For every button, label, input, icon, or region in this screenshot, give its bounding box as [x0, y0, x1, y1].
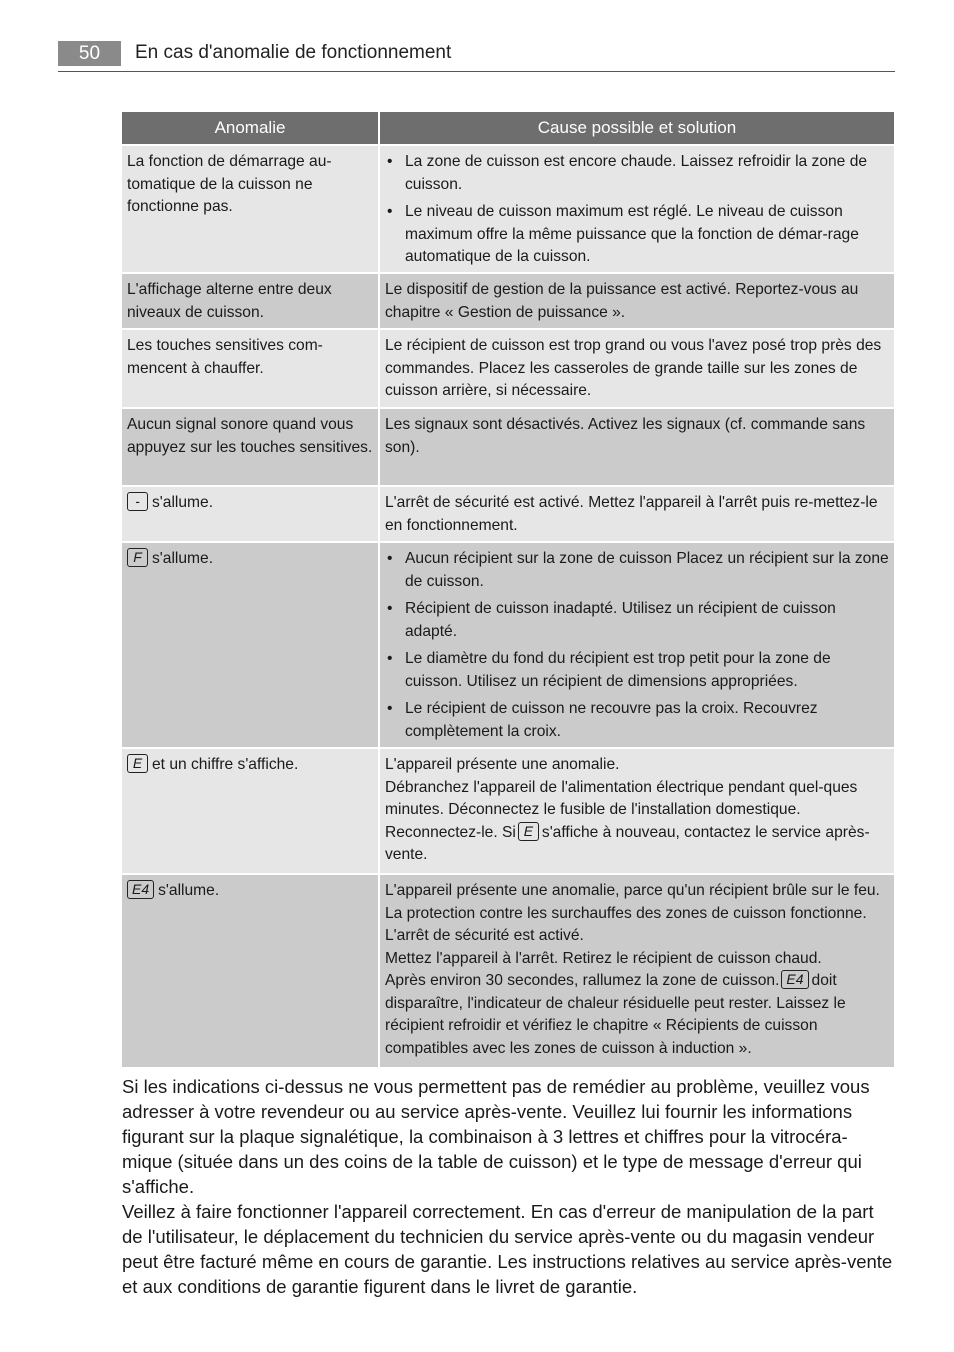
table-row	[122, 146, 894, 272]
table-row	[122, 409, 894, 485]
table-header-row	[122, 112, 894, 144]
anomaly-text: s'allume.	[158, 882, 220, 899]
solution-list	[385, 548, 889, 743]
solution-line: L'appareil présente une anomalie, parce qu'un récipient brûle sur le feu. La protection contre les surchauffes des zones de cuisson fonctionne. L'arrêt de sécurité est activé.	[385, 882, 880, 944]
solution-text: Le dispositif de gestion de la puissance est activé. Reportez-vous au chapitre « Gestion de puissance ».	[385, 281, 859, 321]
solution-line: L'appareil présente une anomalie.	[385, 756, 620, 773]
solution-cell	[380, 749, 894, 873]
display-symbol-e: E	[518, 822, 539, 841]
solution-item: • Le niveau de cuisson maximum est réglé. Le niveau de cuisson maximum offre la même puissance que la fonction de démar-rage automatique de la cuisson.	[385, 201, 889, 269]
solution-text: L'arrêt de sécurité est activé. Mettez l'appareil à l'arrêt puis re-mettez-le en fonctionnement.	[385, 494, 878, 534]
troubleshooting-table	[122, 112, 894, 1069]
table-row	[122, 749, 894, 873]
solution-line: Mettez l'appareil à l'arrêt. Retirez le récipient de cuisson chaud.	[385, 949, 822, 967]
anomaly-text: Les touches sensitives com-mencent à chauffer.	[127, 337, 323, 377]
solution-cell	[380, 409, 894, 485]
solution-text: Les signaux sont désactivés. Activez les signaux (cf. commande sans son).	[385, 416, 866, 456]
solution-cell	[380, 330, 894, 407]
solution-item: • Le diamètre du fond du récipient est trop petit pour la zone de cuisson. Utilisez un récipient de dimensions appropriées.	[385, 648, 889, 693]
solution-text: Le récipient de cuisson est trop grand ou vous l'avez posé trop près des commandes. Placez les casseroles de grande taille sur les zones de cuisson arrière, si nécessaire.	[385, 337, 882, 399]
solution-text: Reconnectez-le. Si	[385, 823, 516, 841]
column-header-solution: Cause possible et solution	[380, 112, 894, 144]
footer-paragraph: Veillez à faire fonctionner l'appareil correctement. En cas d'erreur de manipulation de la part de l'utilisateur, le déplacement du technicien du service après-vente ou du magasin vendeur peut être facturé même en cours de garantie. Les instructions relatives au service après-vente et aux conditions de garantie figurent dans le livret de garantie.	[122, 1201, 893, 1297]
solution-cell	[380, 875, 894, 1067]
page-number: 50	[58, 41, 121, 66]
anomaly-text: s'allume.	[152, 550, 214, 567]
display-symbol-f: F	[127, 548, 148, 567]
display-symbol-e4: E4	[127, 880, 154, 899]
solution-item: • Le récipient de cuisson ne recouvre pas la croix. Recouvrez complètement la croix.	[385, 698, 889, 743]
anomaly-cell	[122, 487, 378, 541]
anomaly-cell	[122, 146, 378, 272]
solution-cell	[380, 543, 894, 747]
solution-line-with-symbol	[385, 822, 889, 867]
anomaly-cell	[122, 749, 378, 873]
display-symbol-e4: E4	[781, 970, 808, 989]
anomaly-text: s'allume.	[152, 494, 214, 511]
solution-line-with-symbol	[385, 970, 889, 1060]
table-row	[122, 875, 894, 1067]
solution-list	[385, 151, 889, 269]
footer-text	[122, 1074, 894, 1299]
anomaly-cell	[122, 330, 378, 407]
anomaly-text: Aucun signal sonore quand vous appuyez sur les touches sensitives.	[127, 416, 373, 456]
table-row	[122, 543, 894, 747]
solution-item: • Récipient de cuisson inadapté. Utilisez un récipient de cuisson adapté.	[385, 598, 889, 643]
solution-cell	[380, 274, 894, 328]
solution-text: s'affiche à nouveau, contactez le service après-vente.	[385, 823, 870, 863]
table-row	[122, 274, 894, 328]
footer-paragraph: Si les indications ci-dessus ne vous permettent pas de remédier au problème, veuillez vous adresser à votre revendeur ou au service après-vente. Veuillez lui fournir les informations figurant sur la plaque signalétique, la combinaison à 3 lettres et chiffres pour la vitrocéra-mique (située dans un des coins de la table de cuisson) et le type de message d'erreur qui s'affiche.	[122, 1076, 870, 1197]
anomaly-text: L'affichage alterne entre deux niveaux de cuisson.	[127, 281, 332, 321]
solution-cell	[380, 487, 894, 541]
solution-line: Débranchez l'appareil de l'alimentation électrique pendant quel-ques minutes. Déconnectez le fusible de l'installation domestique.	[385, 778, 858, 818]
display-symbol-e: E	[127, 754, 148, 773]
solution-item: • Aucun récipient sur la zone de cuisson Placez un récipient sur la zone de cuisson.	[385, 548, 889, 593]
column-header-anomaly: Anomalie	[122, 112, 378, 144]
solution-cell	[380, 146, 894, 272]
anomaly-cell	[122, 543, 378, 747]
table-row	[122, 330, 894, 407]
anomaly-text: et un chiffre s'affiche.	[152, 756, 299, 773]
table-row	[122, 487, 894, 541]
anomaly-cell	[122, 409, 378, 485]
solution-item: • La zone de cuisson est encore chaude. Laissez refroidir la zone de cuisson.	[385, 151, 889, 196]
anomaly-text: La fonction de démarrage au-tomatique de la cuisson ne fonctionne pas.	[127, 153, 332, 215]
display-symbol-dash: -	[127, 492, 148, 511]
solution-text: doit disparaître, l'indicateur de chaleur résiduelle peut rester. Laissez le récipient refroidir et vérifiez le chapitre « Récipients de cuisson compatibles avec les zones de cuisson à induction ».	[385, 972, 846, 1057]
anomaly-cell	[122, 875, 378, 1067]
page-header	[58, 40, 895, 72]
section-title: En cas d'anomalie de fonctionnement	[135, 42, 452, 63]
solution-text: Après environ 30 secondes, rallumez la zone de cuisson.	[385, 972, 780, 989]
anomaly-cell	[122, 274, 378, 328]
